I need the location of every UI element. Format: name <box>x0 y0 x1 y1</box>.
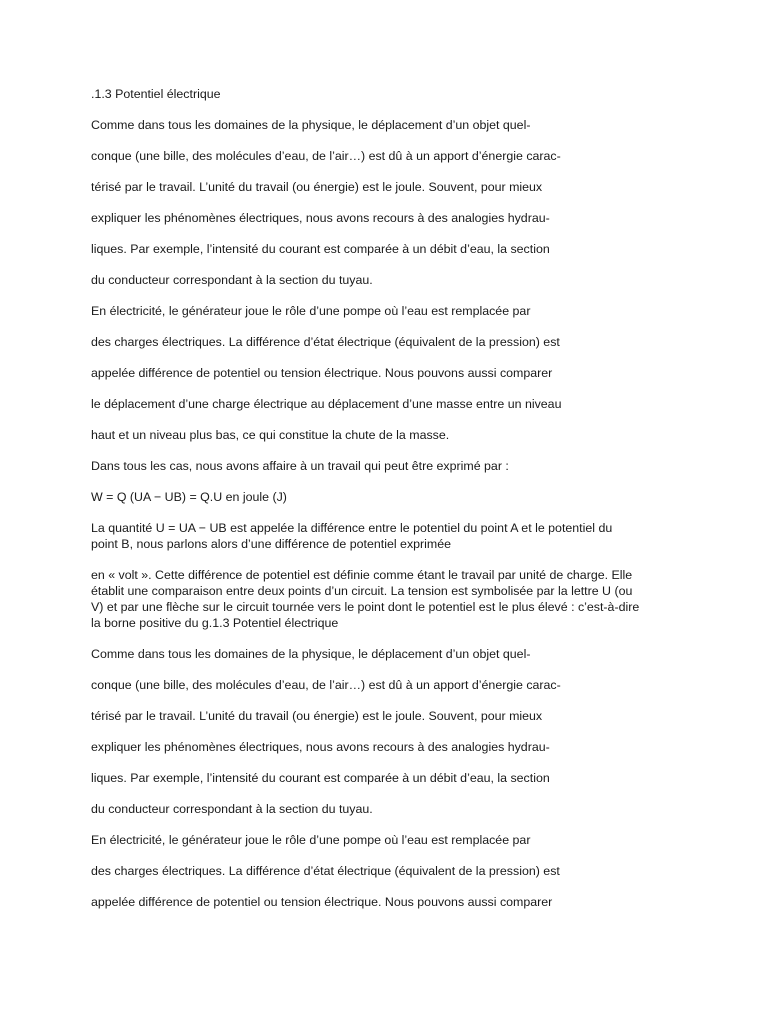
formula-line: W = Q (UA − UB) = Q.U en joule (J) <box>91 490 287 504</box>
line: des charges électriques. La différence d’état électrique (équivalent de la pression) est <box>91 335 560 349</box>
paragraph <box>91 567 681 631</box>
line: des charges électriques. La différence d’état électrique (équivalent de la pression) est <box>91 864 560 878</box>
line: haut et un niveau plus bas, ce qui constitue la chute de la masse. <box>91 428 450 442</box>
line: liques. Par exemple, l’intensité du courant est comparée à un débit d’eau, la section <box>91 771 550 785</box>
document-page <box>91 86 681 910</box>
line: Dans tous les cas, nous avons affaire à un travail qui peut être exprimé par : <box>91 459 509 473</box>
line: .1.3 Potentiel électrique <box>91 87 221 101</box>
line: du conducteur correspondant à la section du tuyau. <box>91 802 373 816</box>
line: conque (une bille, des molécules d’eau, de l’air…) est dû à un apport d’énergie carac- <box>91 678 561 692</box>
line: établit une comparaison entre deux points d’un circuit. La tension est symbolisée par la lettre U (ou <box>91 584 633 598</box>
paragraph <box>91 520 681 552</box>
line: V) et par une flèche sur le circuit tournée vers le point dont le potentiel est le plus élevé : c’est-à-dire <box>91 600 640 614</box>
line: en « volt ». Cette différence de potentiel est définie comme étant le travail par unité de charge. Elle <box>91 568 633 582</box>
line: En électricité, le générateur joue le rôle d’une pompe où l’eau est remplacée par <box>91 833 531 847</box>
line: expliquer les phénomènes électriques, nous avons recours à des analogies hydrau- <box>91 211 550 225</box>
line: appelée différence de potentiel ou tension électrique. Nous pouvons aussi comparer <box>91 366 553 380</box>
line: La quantité U = UA − UB est appelée la différence entre le potentiel du point A et le potentiel du <box>91 521 613 535</box>
line: le déplacement d’une charge électrique au déplacement d’une masse entre un niveau <box>91 397 562 411</box>
line: En électricité, le générateur joue le rôle d’une pompe où l’eau est remplacée par <box>91 304 531 318</box>
line: térisé par le travail. L’unité du travail (ou énergie) est le joule. Souvent, pour mieux <box>91 180 543 194</box>
line: conque (une bille, des molécules d’eau, de l’air…) est dû à un apport d’énergie carac- <box>91 149 561 163</box>
line: la borne positive du g.1.3 Potentiel électrique <box>91 616 339 630</box>
line: Comme dans tous les domaines de la physique, le déplacement d’un objet quel- <box>91 118 531 132</box>
line: liques. Par exemple, l’intensité du courant est comparée à un débit d’eau, la section <box>91 242 550 256</box>
line: Comme dans tous les domaines de la physique, le déplacement d’un objet quel- <box>91 647 531 661</box>
line: térisé par le travail. L’unité du travail (ou énergie) est le joule. Souvent, pour mieux <box>91 709 543 723</box>
line: expliquer les phénomènes électriques, nous avons recours à des analogies hydrau- <box>91 740 550 754</box>
line: du conducteur correspondant à la section du tuyau. <box>91 273 373 287</box>
line: appelée différence de potentiel ou tension électrique. Nous pouvons aussi comparer <box>91 895 553 909</box>
line: point B, nous parlons alors d’une différence de potentiel exprimée <box>91 537 452 551</box>
